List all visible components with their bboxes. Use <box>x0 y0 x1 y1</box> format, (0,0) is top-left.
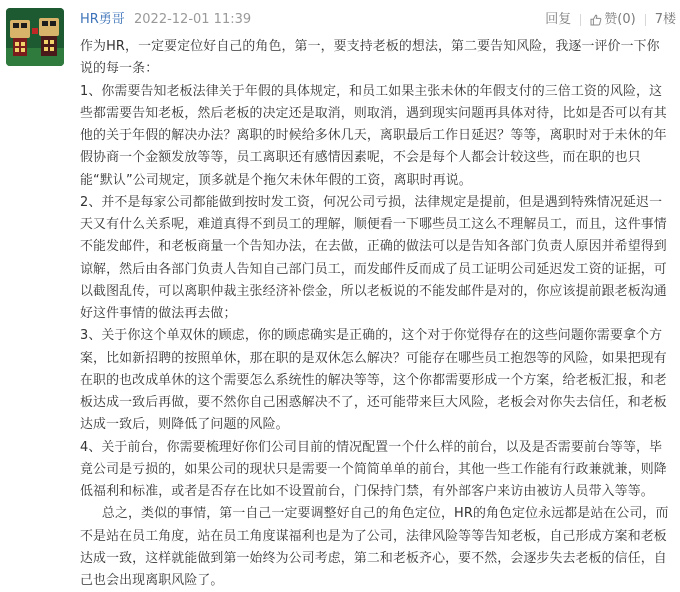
comment-meta <box>80 10 676 32</box>
thumb-up-icon <box>590 14 602 26</box>
comment-paragraph: 4、关于前台，你需要梳理好你们公司目前的情况配置一个什么样的前台，以及是否需要前台等等，毕竟公司是亏损的，如果公司的现状只是需要一个简简单单的前台，其他一些工作能有行政兼就兼，则降低福利和标准，或者是否存在比如不设置前台，门保持门禁，有外部客户来访由被访人员带入等等。 <box>80 439 667 499</box>
like-count: 赞(0) <box>604 12 636 27</box>
timestamp: 2022-12-01 11:39 <box>134 12 252 27</box>
comment-paragraph: 总之，类似的事情，第一自己一定要调整好自己的角色定位，HR的角色定位永远都是站在公司，而不是站在员工角度，站在员工角度谋福利也是为了公司，法律风险等等告知老板，自己形成方案和老板达成一致，这样就能做到第一始终为公司考虑，第二和老板齐心，要不然，会逐步失去老板的信任，自己也会出现离职风险了。 <box>80 506 669 588</box>
comment-actions <box>545 10 676 30</box>
comment-paragraph: 作为HR，一定要定位好自己的角色，第一，要支持老板的想法，第二要告知风险，我逐一评价一下你说的每一条： <box>80 39 660 77</box>
comment-paragraph: 2、并不是每家公司都能做到按时发工资，何况公司亏损，法律规定是提前，但是遇到特殊情况延迟一天又有什么关系呢，难道真得不到员工的理解，顺便看一下哪些员工这么不理解员工，而且，这件事情不能发邮件，和老板商量一个告知办法，在去做，正确的做法可以是告知各部门负责人原因并希望得到谅解，然后由各部门负责人告知自己部门员工，而发邮件反而成了员工证明公司延迟发工资的证据，可以截图乱传，可以离职仲裁主张经济补偿金，所以老板说的不能发邮件是对的，你应该提前跟老板沟通好这件事情的做法再去做； <box>80 194 667 321</box>
divider <box>580 14 581 26</box>
like-button[interactable] <box>590 10 635 30</box>
comment-paragraph: 3、关于你这个单双休的顾虑，你的顾虑确实是正确的，这个对于你觉得存在的这些问题你需要拿个方案，比如新招聘的按照单休，那在职的是双休怎么解决？可能存在哪些员工抱怨等的风险，如果把现有在职的也改成单休的这个需要怎么系统性的解决等等，这个你都需要形成一个方案，给老板汇报，和老板达成一致后再做，要不然你自己困惑解决不了，还可能带来巨大风险，老板会对你失去信任，和老板达成一致后，则降低了问题的风险。 <box>80 328 667 433</box>
reply-button[interactable]: 回复 <box>545 12 572 27</box>
author-name[interactable]: HR勇哥 <box>80 12 125 27</box>
comment-paragraph: 1、你需要告知老板法律关于年假的具体规定，和员工如果主张未休的年假支付的三倍工资的风险，这些都需要告知老板，然后老板的决定还是取消，则取消，遇到现实问题再具体对待，比如是否可以有其他的关于年假的解决办法？离职的时候给多休几天，离职最后工作日延迟？等等，离职时对于未休的年假协商一个金额发放等等，员工离职还有感情因素呢，不会是每个人都会计较这些，而在职的也只能“默认”公司规定，顶多就是个拖欠未休年假的工资，离职时再说。 <box>80 83 667 188</box>
divider <box>645 14 646 26</box>
comment-body <box>80 36 670 592</box>
avatar-image <box>6 8 64 66</box>
avatar[interactable] <box>6 8 64 66</box>
floor-number: 7楼 <box>654 12 676 27</box>
